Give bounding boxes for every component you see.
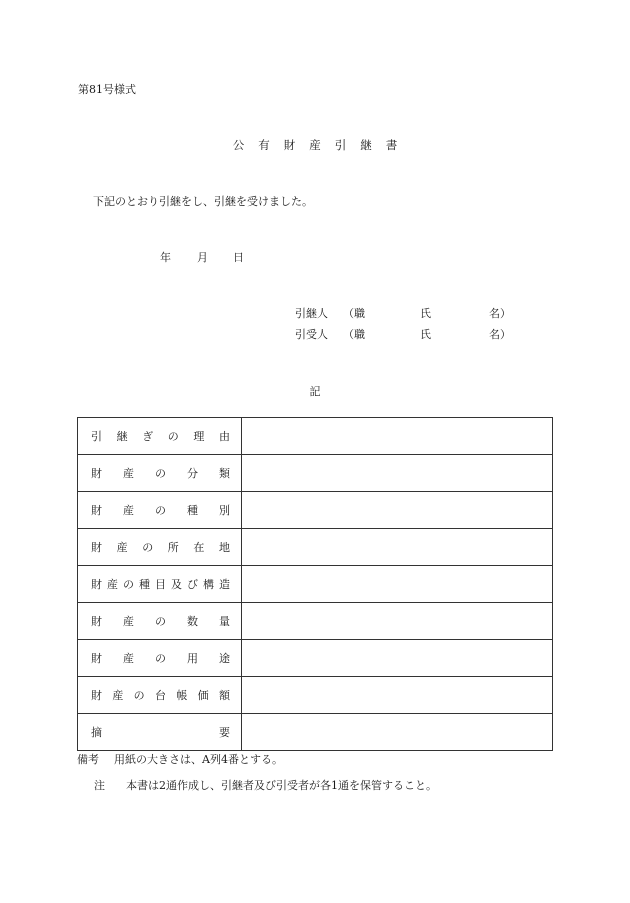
note-text: 本書は2通作成し、引継者及び引受者が各1通を保管すること。 bbox=[126, 779, 437, 792]
row-value-cell[interactable] bbox=[242, 418, 553, 455]
transferee-family-label: 氏 bbox=[420, 328, 431, 341]
date-year-label: 年 bbox=[160, 251, 171, 264]
date-month-label: 月 bbox=[197, 251, 208, 264]
row-value-cell[interactable] bbox=[242, 566, 553, 603]
table-row bbox=[78, 418, 553, 455]
row-value-cell[interactable] bbox=[242, 492, 553, 529]
row-label: 財 産 の 所 在 地 bbox=[91, 541, 230, 554]
row-value-cell[interactable] bbox=[242, 603, 553, 640]
row-label: 財 産 の 数 量 bbox=[91, 615, 230, 628]
row-value-cell[interactable] bbox=[242, 714, 553, 751]
ki-heading: 記 bbox=[309, 385, 321, 398]
transferor-role: 引継人 bbox=[295, 307, 328, 320]
remarks-label: 備考 bbox=[77, 753, 99, 766]
table-row bbox=[78, 714, 553, 751]
row-label-cell bbox=[78, 455, 242, 492]
transferee-name-label: 名） bbox=[489, 328, 511, 341]
row-label: 財 産 の 分 類 bbox=[91, 467, 230, 480]
table-row bbox=[78, 677, 553, 714]
form-number: 第81号様式 bbox=[78, 83, 136, 96]
row-label: 財 産 の 種 目 及 び 構 造 bbox=[91, 578, 230, 591]
note-label: 注 bbox=[94, 779, 105, 792]
property-table bbox=[77, 417, 553, 751]
lead-text: 下記のとおり引継をし、引継を受けました。 bbox=[93, 195, 313, 208]
title-char: 有 bbox=[258, 138, 270, 152]
row-label-cell bbox=[78, 714, 242, 751]
row-value-cell[interactable] bbox=[242, 529, 553, 566]
transferor-name-label: 名） bbox=[489, 307, 511, 320]
title-char: 継 bbox=[360, 138, 372, 152]
transferee-role: 引受人 bbox=[295, 328, 328, 341]
row-label-cell bbox=[78, 529, 242, 566]
row-label-cell bbox=[78, 603, 242, 640]
row-value-cell[interactable] bbox=[242, 640, 553, 677]
title-char: 財 bbox=[283, 138, 296, 152]
transferor-position-label: （職 bbox=[343, 307, 365, 320]
transferee-position-label: （職 bbox=[343, 328, 365, 341]
row-label: 摘 要 bbox=[91, 726, 230, 739]
row-label: 引 継 ぎ の 理 由 bbox=[91, 430, 230, 443]
title-char: 産 bbox=[309, 138, 321, 152]
transferor-family-label: 氏 bbox=[420, 307, 431, 320]
note-line bbox=[94, 777, 437, 793]
row-value-cell[interactable] bbox=[242, 677, 553, 714]
row-label-cell bbox=[78, 418, 242, 455]
row-label-cell bbox=[78, 566, 242, 603]
title-char: 引 bbox=[334, 138, 347, 152]
table-row bbox=[78, 455, 553, 492]
remarks-text: 用紙の大きさは、A列4番とする。 bbox=[114, 753, 283, 766]
row-label-cell bbox=[78, 492, 242, 529]
remarks-line bbox=[77, 751, 283, 767]
date-day-label: 日 bbox=[233, 251, 244, 264]
row-value-cell[interactable] bbox=[242, 455, 553, 492]
title-char: 公 bbox=[232, 138, 245, 152]
table-row bbox=[78, 566, 553, 603]
title-char: 書 bbox=[385, 138, 398, 152]
document-title bbox=[0, 137, 630, 153]
row-label-cell bbox=[78, 640, 242, 677]
table-row bbox=[78, 640, 553, 677]
table-row bbox=[78, 492, 553, 529]
row-label-cell bbox=[78, 677, 242, 714]
table-row bbox=[78, 603, 553, 640]
row-label: 財 産 の 用 途 bbox=[91, 652, 230, 665]
row-label: 財 産 の 種 別 bbox=[91, 504, 230, 517]
table-row bbox=[78, 529, 553, 566]
row-label: 財 産 の 台 帳 価 額 bbox=[91, 689, 230, 702]
